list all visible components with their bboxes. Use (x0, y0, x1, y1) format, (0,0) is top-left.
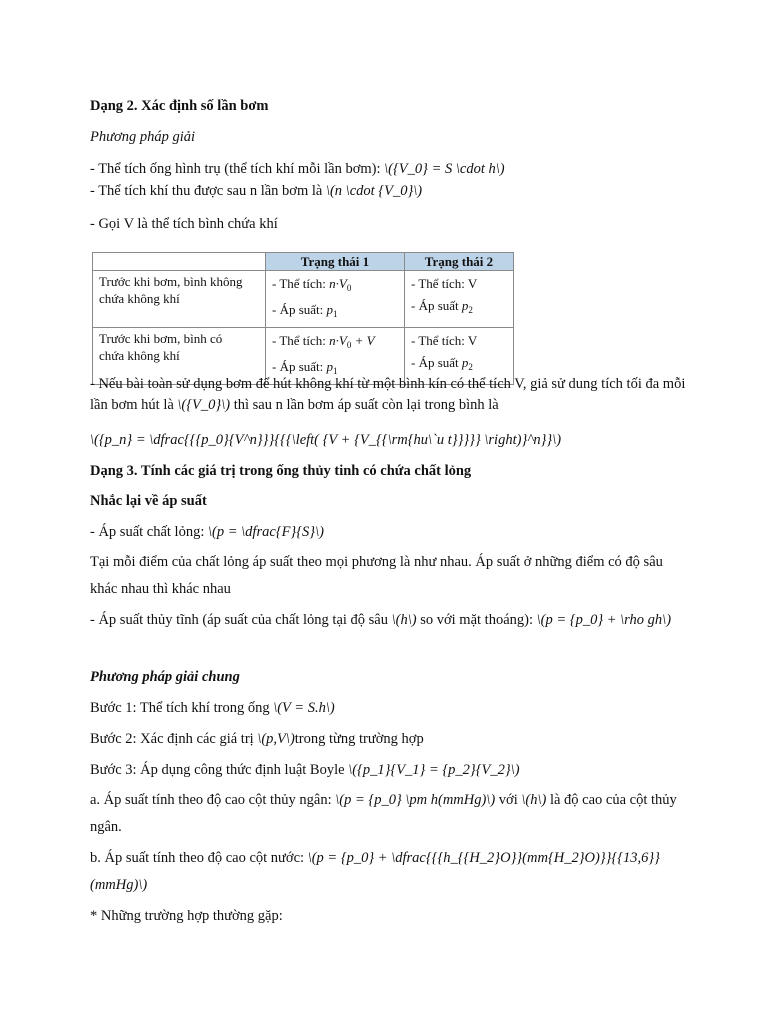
row1-label-line2: chứa không khí (99, 291, 180, 306)
row2-s2-volume: - Thể tích: V (411, 333, 478, 348)
hydro-math: \(p = {p_0} + \rho gh\) (536, 612, 672, 628)
table-corner-cell (93, 253, 266, 271)
row1-s2-pressure-sub: 2 (468, 305, 473, 315)
b-math: \(p = {p_0} + \dfrac{{{h_{{H_2}O}}(mm{H_2}O)}}{{13,6}}(mmHg)\) (90, 850, 660, 893)
step2-math: \(p,V\) (257, 731, 295, 747)
liquid-pressure-line (90, 522, 690, 542)
a-text-2: với (495, 792, 522, 808)
general-method-heading: Phương pháp giải chung (90, 669, 240, 685)
hydro-h-math: \(h\) (391, 612, 417, 628)
a-text: a. Áp suất tính theo độ cao cột thủy ngân: (90, 792, 336, 808)
hydro-text: - Áp suất thủy tĩnh (áp suất của chất lỏng tại độ sâu (90, 612, 392, 628)
line-v0-math: \({V_0} = S \cdot h\) (384, 161, 505, 177)
row2-s2-pressure-sub: 2 (468, 362, 473, 372)
row2-s2-pressure-math: p (461, 355, 469, 370)
step1-text: Bước 1: Thể tích khí trong ống (90, 700, 274, 716)
row1-label (93, 271, 266, 328)
row1-s1-volume-label: - Thể tích: (272, 276, 330, 291)
pump-out-math: \({V_0}\) (177, 397, 231, 413)
liquid-pressure-math: \(p = \dfrac{F}{S}\) (208, 524, 324, 540)
row2-s1-pressure-math: p (326, 359, 334, 374)
row2-label-line2: chứa không khí (99, 348, 180, 363)
a-h-math: \(h\) (521, 792, 547, 808)
row1-label-line1: Trước khi bơm, bình không (99, 274, 243, 289)
pump-out-text: - Nếu bài toàn sử dụng bơm để hút không khí từ một bình kín có thể tích V, giả sử dung tích tối đa mỗi lần bơm hút là (90, 376, 686, 413)
row1-s1-volume-math: n·V (329, 276, 347, 291)
b-text: b. Áp suất tính theo độ cao cột nước: (90, 850, 308, 866)
step3-math: \({p_1}{V_1} = {p_2}{V_2}\) (348, 762, 520, 778)
row1-s2-volume: - Thể tích: V (411, 276, 478, 291)
common-cases-line: * Những trường hợp thường gặp: (90, 908, 283, 924)
line-nv0-text: - Thể tích khí thu được sau n lần bơm là (90, 183, 326, 199)
row1-s1-pressure-sub: 1 (333, 309, 338, 319)
step3-text: Bước 3: Áp dụng công thức định luật Boyle (90, 762, 349, 778)
row1-s2-pressure-label: - Áp suất (411, 298, 462, 313)
step2-text: Bước 2: Xác định các giá trị (90, 731, 258, 747)
row1-s1-pressure-label: - Áp suất: (272, 302, 327, 317)
step-3 (90, 760, 690, 780)
method-label: Phương pháp giải (90, 129, 196, 145)
heading-dang-3: Dạng 3. Tính các giá trị trong ống thủy tinh có chứa chất lỏng (90, 463, 472, 479)
header-state-1: Trạng thái 1 (266, 253, 405, 271)
pump-out-tail: thì sau n lần bơm áp suất còn lại trong bình là (230, 397, 499, 413)
pn-formula: \({p_n} = \dfrac{{{p_0}{V^n}}}{{{\left( {V + {V_{{\rm{hu\`u t}}}}} \right)}^n}}\) (90, 432, 562, 448)
pump-out-paragraph (90, 374, 690, 416)
row2-s1-volume-math: n·V (329, 333, 347, 348)
row2-s1-pressure-sub: 1 (333, 366, 338, 376)
header-state-2: Trạng thái 2 (405, 253, 514, 271)
row2-s1-volume-label: - Thể tích: (272, 333, 330, 348)
hydro-text-2: so với mặt thoáng): (416, 612, 537, 628)
table-row (93, 271, 514, 328)
line-nv0-math: \(n \cdot {V_0}\) (325, 183, 423, 199)
a-math: \(p = {p_0} \pm h(mmHg)\) (335, 792, 496, 808)
heading-dang-2: Dạng 2. Xác định số lần bơm (90, 98, 269, 114)
step1-math: \(V = S.h\) (273, 700, 335, 716)
line-v0 (90, 159, 690, 179)
row2-s1-volume-tail: + V (351, 333, 375, 348)
row1-state2 (405, 271, 514, 328)
liquid-pressure-text: - Áp suất chất lỏng: (90, 524, 208, 540)
step-1 (90, 698, 690, 718)
item-a-paragraph (90, 787, 690, 841)
state-table (92, 252, 514, 385)
row1-s1-pressure-math: p (326, 302, 334, 317)
item-b-paragraph (90, 845, 690, 899)
row2-s2-pressure-label: - Áp suất (411, 355, 462, 370)
hydrostatic-paragraph (90, 607, 690, 634)
same-pressure-paragraph: Tại mỗi điểm của chất lỏng áp suất theo mọi phương là như nhau. Áp suất ở những điểm có độ sâu khác nhau thì khác nhau (90, 554, 663, 597)
row2-s1-volume-sub: 0 (346, 340, 352, 350)
line-goi-v: - Gọi V là thể tích bình chứa khí (90, 216, 278, 232)
step-2 (90, 729, 690, 749)
row1-s2-pressure-math: p (461, 298, 469, 313)
step2-tail: trong từng trường hợp (294, 731, 424, 747)
a-tail: là độ cao của cột thủy ngân. (90, 792, 677, 835)
recall-heading: Nhắc lại về áp suất (90, 493, 207, 509)
row2-label-line1: Trước khi bơm, bình có (99, 331, 223, 346)
row2-s1-pressure-label: - Áp suất: (272, 359, 327, 374)
line-v0-text: - Thể tích ống hình trụ (thể tích khí mỗi lần bơm): (90, 161, 385, 177)
row1-s1-volume-sub: 0 (346, 283, 352, 293)
row1-state1 (266, 271, 405, 328)
line-nv0 (90, 181, 690, 201)
